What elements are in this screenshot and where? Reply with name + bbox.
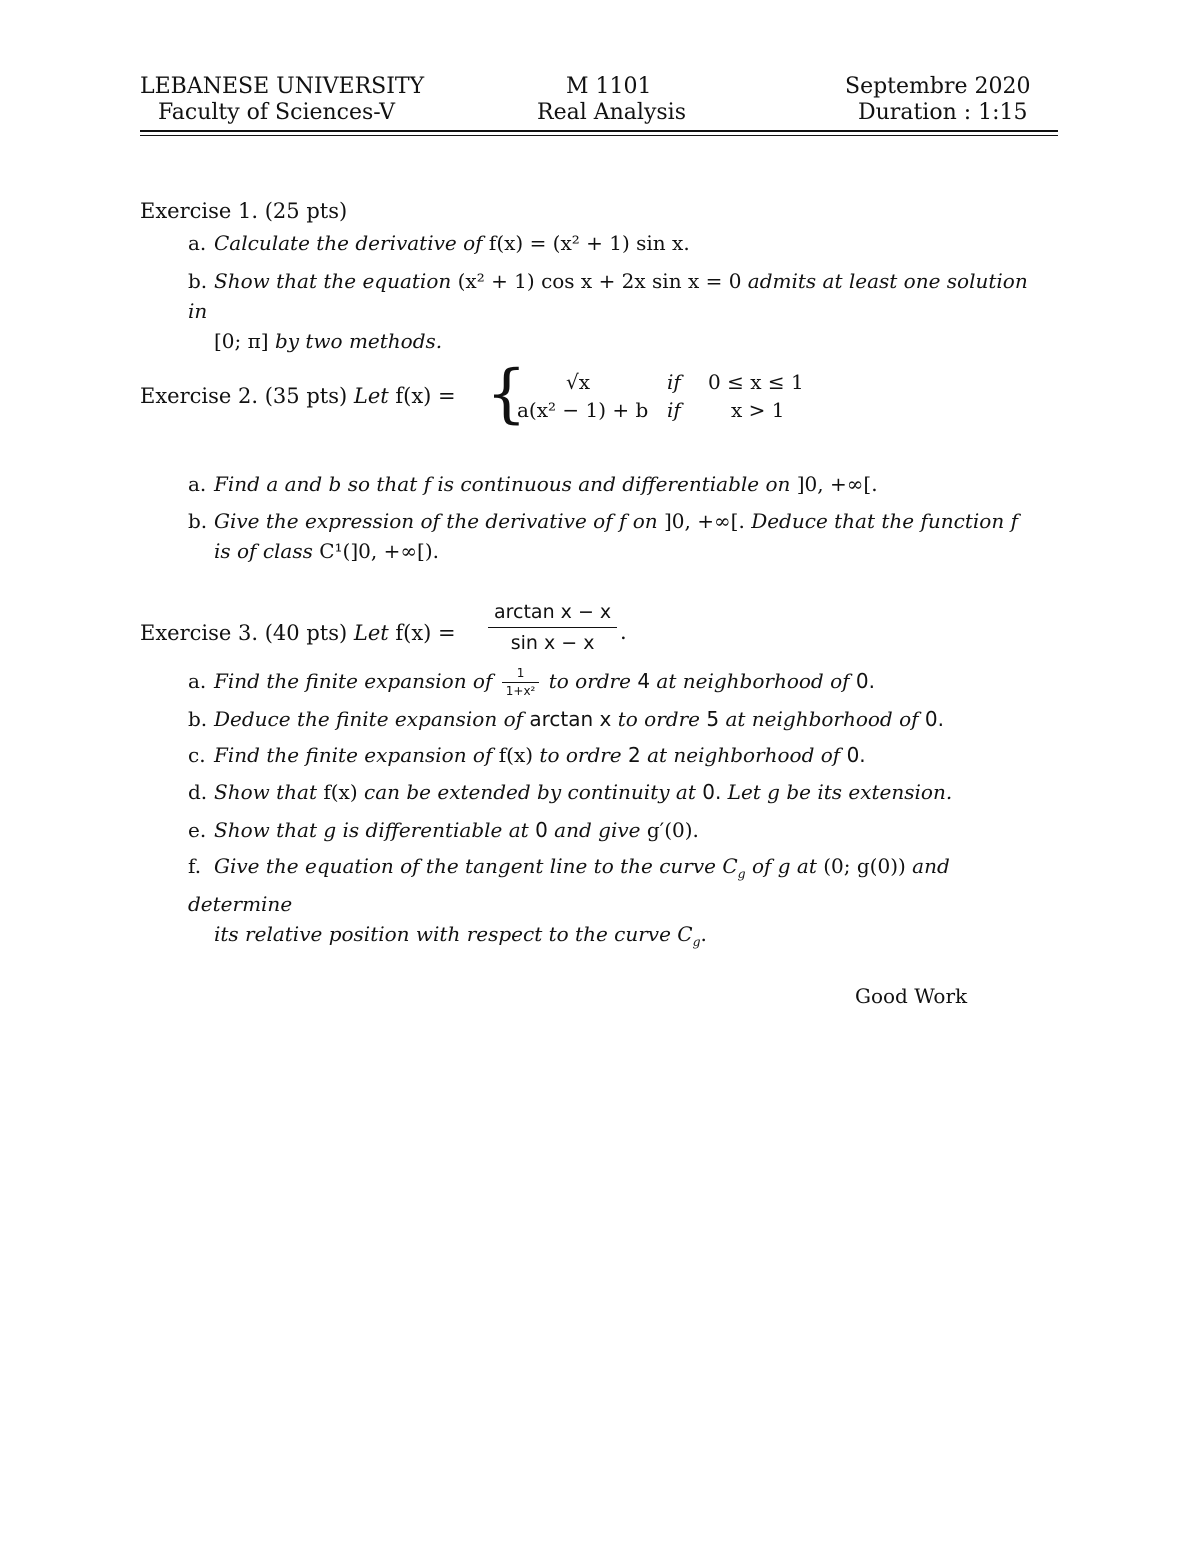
case-1-if: if: [667, 370, 681, 394]
university-name: LEBANESE UNIVERSITY: [140, 74, 425, 99]
exercise-1-part-b: b. Show that the equation (x² + 1) cos x + 2x sin x = 0 admits at least one solution in [0; π] by two methods.: [188, 269, 1028, 353]
exercise-3-fraction: [488, 600, 617, 655]
exercise-1-title: Exercise 1. (25 pts): [140, 199, 348, 223]
piecewise-brace: {: [486, 357, 527, 431]
exercise-2-title: Exercise 2. (35 pts) Let f(x) =: [140, 384, 456, 408]
exercise-2-part-a: a. Find a and b so that f is continuous and differentiable on ]0, +∞[.: [188, 472, 878, 496]
exercise-3-part-c: c. Find the finite expansion of f(x) to ordre 2 at neighborhood of 0.: [188, 743, 866, 767]
fraction-period: .: [620, 620, 627, 644]
exercise-3-part-b: b. Deduce the finite expansion of arctan x to ordre 5 at neighborhood of 0.: [188, 707, 944, 731]
course-name: Real Analysis: [537, 100, 686, 125]
small-fraction: $\frac{1}{\text{1+x²}}$: [502, 667, 540, 698]
exam-duration: Duration : 1:15: [858, 100, 1028, 125]
header-rule-top: [140, 130, 1058, 132]
exercise-3-title: Exercise 3. (40 pts) Let f(x) =: [140, 621, 456, 645]
exercise-3-part-d: d. Show that f(x) can be extended by continuity at 0. Let g be its extension.: [188, 780, 953, 804]
fraction-numerator: arctan x − x: [488, 600, 617, 628]
case-2-if: if: [667, 398, 681, 422]
header-rule-bottom: [140, 135, 1058, 136]
case-2-expression: a(x² − 1) + b: [517, 398, 649, 422]
exercise-2-part-b: b. Give the expression of the derivative of f on ]0, +∞[. Deduce that the function f is of class C¹(]0, +∞[).: [188, 509, 1018, 563]
exercise-1-part-a: a. Calculate the derivative of f(x) = (x² + 1) sin x.: [188, 231, 690, 255]
case-2-condition: x > 1: [731, 398, 785, 422]
exercise-3-part-e: e. Show that g is differentiable at 0 and give g′(0).: [188, 818, 699, 842]
exam-date: Septembre 2020: [845, 74, 1031, 99]
case-1-expression: √x: [566, 370, 591, 394]
closing-remark: Good Work: [855, 984, 968, 1008]
exercise-3-part-f: f. Give the equation of the tangent line to the curve $C_g$ of g at (0; g(0)) and determine its relative position with respect to the curve $C_g$.: [188, 854, 950, 949]
fraction-denominator: sin x − x: [510, 632, 595, 654]
course-code: M 1101: [566, 74, 652, 99]
faculty-name: Faculty of Sciences-V: [158, 100, 396, 125]
exercise-3-part-a: a. Find the finite expansion of $\frac{1}{\text{1+x²}}$ to ordre 4 at neighborhood of 0.: [188, 666, 875, 698]
case-1-condition: 0 ≤ x ≤ 1: [708, 370, 804, 394]
